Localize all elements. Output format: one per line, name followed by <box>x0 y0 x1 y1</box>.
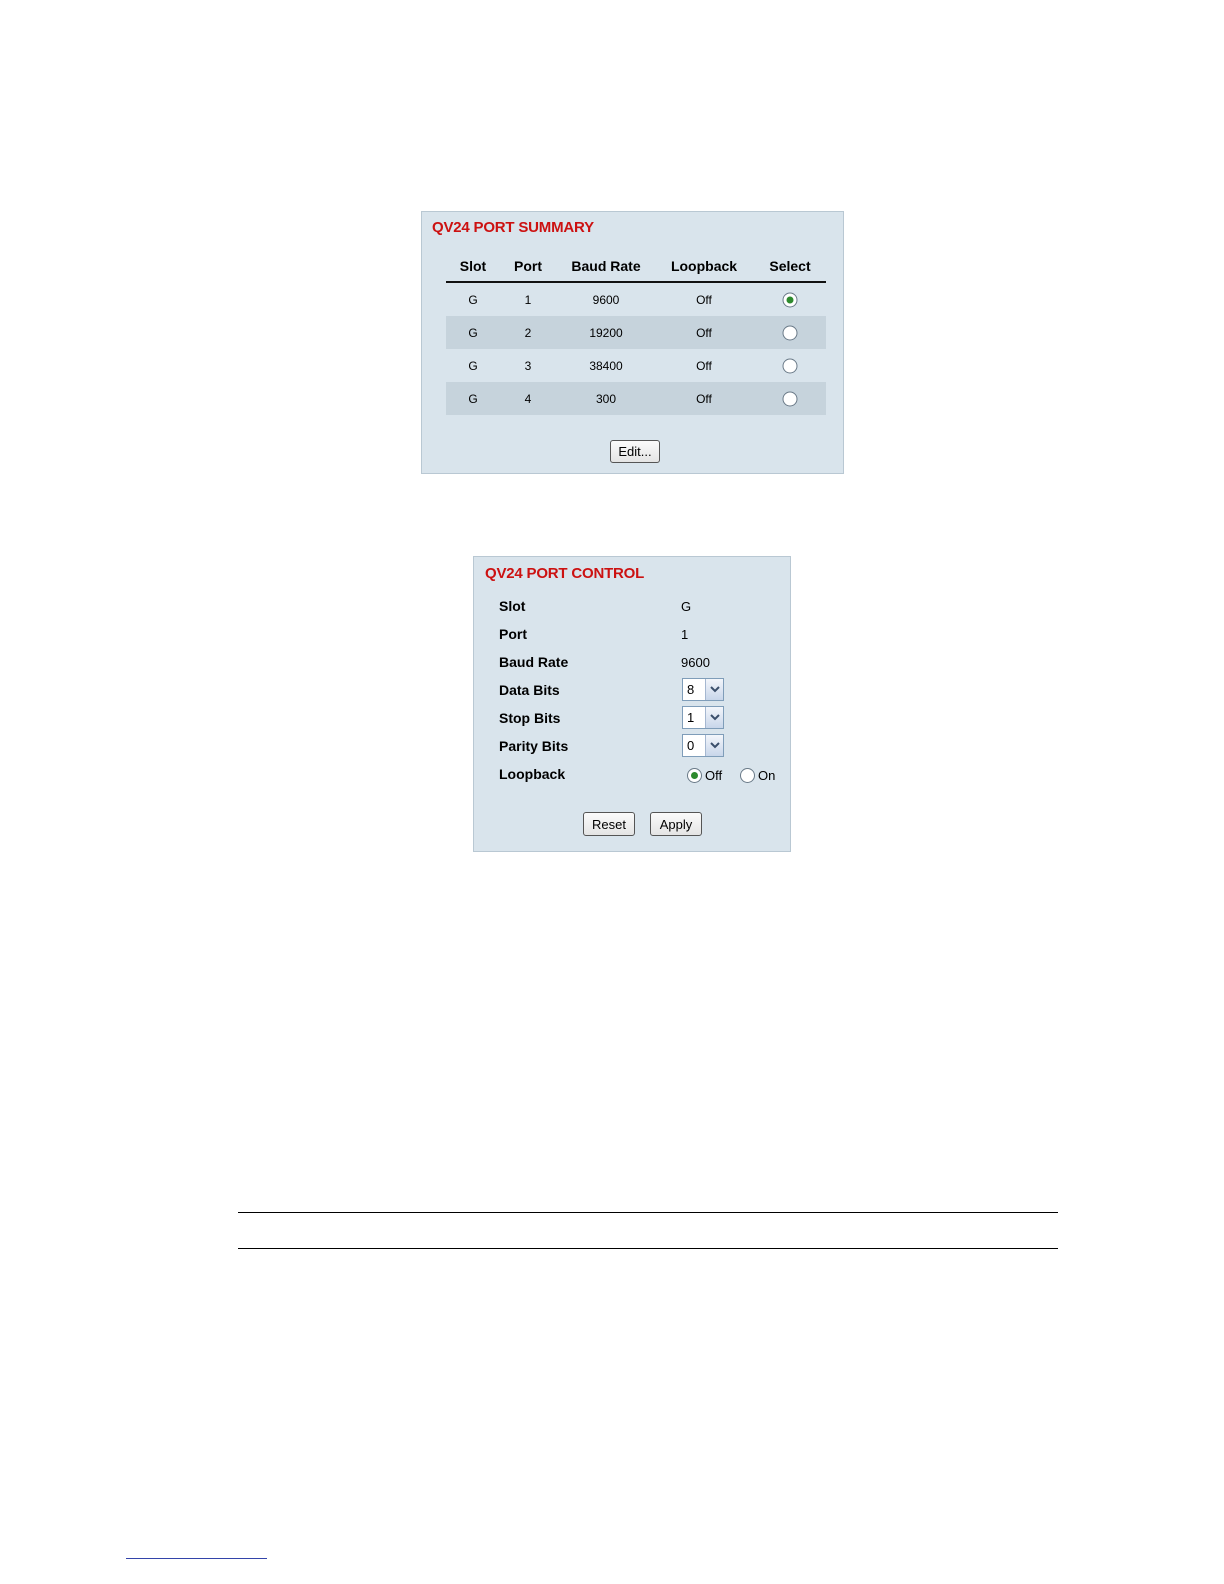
select-port-radio[interactable] <box>783 325 798 340</box>
horizontal-rule-top <box>238 1212 1058 1213</box>
port-summary-panel <box>421 211 844 474</box>
row-slot: G <box>468 325 478 340</box>
horizontal-rule-bottom <box>238 1248 1058 1249</box>
chevron-down-icon[interactable] <box>705 735 723 756</box>
summary-title: QV24 PORT SUMMARY <box>432 219 594 236</box>
column-header-loopback: Loopback <box>670 257 738 274</box>
table-row <box>446 349 826 382</box>
row-port: 1 <box>524 292 532 307</box>
stop-bits-label: Stop Bits <box>499 710 561 726</box>
data-bits-label: Data Bits <box>499 682 560 698</box>
parity-bits-selected-value: 0 <box>687 738 695 753</box>
control-title: QV24 PORT CONTROL <box>485 565 645 582</box>
row-slot: G <box>468 358 478 373</box>
select-port-radio[interactable] <box>783 292 798 307</box>
table-header <box>446 250 826 283</box>
table-row <box>446 283 826 316</box>
footnote-separator <box>126 1558 267 1559</box>
select-port-radio[interactable] <box>783 358 798 373</box>
slot-label: Slot <box>499 598 526 614</box>
row-baud-rate: 300 <box>595 391 617 406</box>
row-baud-rate: 19200 <box>589 325 623 340</box>
data-bits-select[interactable] <box>682 678 724 701</box>
row-loopback: Off <box>696 325 712 340</box>
row-port: 4 <box>524 391 532 406</box>
baud-rate-value: 9600 <box>681 655 710 670</box>
row-baud-rate: 38400 <box>589 358 623 373</box>
parity-bits-select[interactable] <box>682 734 724 757</box>
loopback-off-radio[interactable] <box>687 768 702 783</box>
port-label: Port <box>499 626 527 642</box>
table-row <box>446 382 826 415</box>
slot-value: G <box>681 599 692 614</box>
port-summary-table <box>446 250 826 415</box>
port-value: 1 <box>681 627 689 642</box>
loopback-on-radio[interactable] <box>740 768 755 783</box>
loopback-off-label: Off <box>705 768 723 783</box>
data-bits-selected-value: 8 <box>687 682 695 697</box>
chevron-down-icon[interactable] <box>705 707 723 728</box>
reset-button[interactable]: Reset <box>583 812 635 836</box>
loopback-label: Loopback <box>499 766 566 782</box>
parity-bits-label: Parity Bits <box>499 738 569 754</box>
row-port: 3 <box>524 358 532 373</box>
port-control-panel <box>473 556 791 852</box>
chevron-down-icon[interactable] <box>705 679 723 700</box>
row-loopback: Off <box>696 292 712 307</box>
stop-bits-selected-value: 1 <box>687 710 695 725</box>
row-baud-rate: 9600 <box>592 292 620 307</box>
column-header-slot: Slot <box>459 257 487 274</box>
loopback-off-option[interactable] <box>687 768 722 783</box>
column-header-port: Port <box>514 257 542 274</box>
row-loopback: Off <box>696 391 712 406</box>
baud-rate-label: Baud Rate <box>499 654 569 670</box>
column-header-select: Select <box>769 257 811 274</box>
table-row <box>446 316 826 349</box>
apply-button[interactable]: Apply <box>650 812 702 836</box>
row-slot: G <box>468 292 478 307</box>
column-header-baud-rate: Baud Rate <box>571 257 641 274</box>
edit-button[interactable]: Edit... <box>610 440 660 463</box>
row-slot: G <box>468 391 478 406</box>
stop-bits-select[interactable] <box>682 706 724 729</box>
row-loopback: Off <box>696 358 712 373</box>
loopback-on-label: On <box>758 768 776 783</box>
loopback-on-option[interactable] <box>740 768 775 783</box>
select-port-radio[interactable] <box>783 391 798 406</box>
row-port: 2 <box>524 325 532 340</box>
